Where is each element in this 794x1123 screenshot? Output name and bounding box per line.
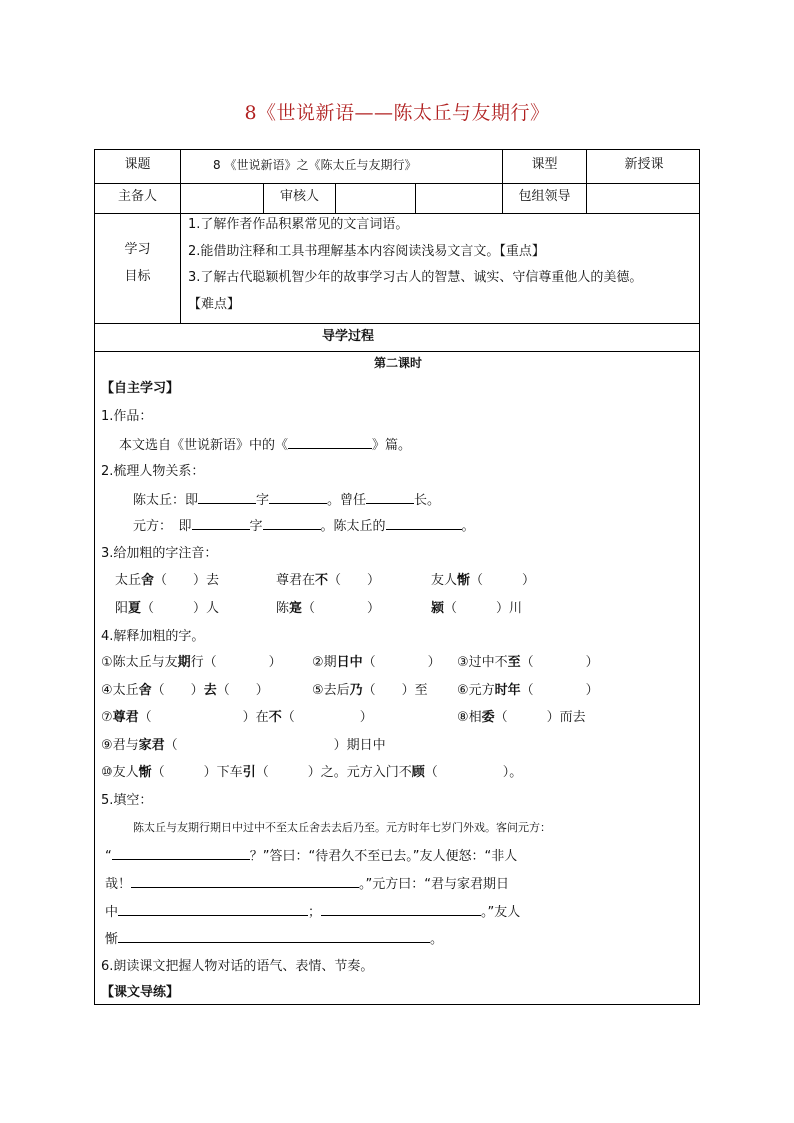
col-divider	[415, 183, 416, 213]
goal-4: 【难点】	[188, 297, 241, 312]
fill-blank[interactable]	[192, 517, 250, 530]
q2-line-1: 陈太丘：即 字 。曾任 长。	[133, 493, 441, 508]
q4-row-2: ④太丘舍（ ）去（ ）	[101, 683, 269, 698]
label-goals-1: 学习	[124, 242, 151, 257]
fill-blank[interactable]	[366, 491, 414, 504]
q4-row-4: ⑨君与家君（ ）期日中	[101, 738, 386, 753]
fill-blank[interactable]	[118, 903, 308, 916]
q4-row-1c: ③过中不至（ ）	[457, 655, 599, 670]
q5-line-2: 哉！ 。”元方曰：“君与家君期日	[105, 877, 509, 892]
q3-title: 3.给加粗的字注音：	[101, 546, 218, 561]
fill-blank[interactable]	[198, 491, 256, 504]
q4-title: 4.解释加粗的字。	[101, 629, 205, 644]
process-title: 导学过程	[321, 329, 374, 344]
q3-item: 太丘舍（ ）去	[115, 573, 220, 588]
row-divider	[95, 183, 699, 184]
q4-row-5: ⑩友人惭（ ）下车引（ ）之。元方入门不顾（ ）。	[101, 765, 523, 780]
label-topic: 课题	[124, 157, 151, 172]
fill-blank[interactable]	[386, 517, 462, 530]
fill-blank[interactable]	[118, 930, 430, 943]
goal-1: 1.了解作者作品积累常见的文言词语。	[188, 217, 409, 232]
label-reviewer: 审核人	[279, 189, 319, 204]
q5-line-3: 中 ； 。”友人	[105, 905, 521, 920]
value-type: 新授课	[624, 157, 664, 172]
label-group-leader: 包组领导	[518, 189, 571, 204]
fill-blank[interactable]	[112, 847, 250, 860]
document-title: 8《世说新语——陈太丘与友期行》	[244, 102, 550, 124]
q2-title: 2.梳理人物关系：	[101, 464, 205, 479]
q1-title: 1.作品：	[101, 409, 153, 424]
lesson-period: 第二课时	[373, 356, 422, 370]
q6-title: 6.朗读课文把握人物对话的语气、表情、节奏。	[101, 959, 374, 974]
label-preparer: 主备人	[117, 189, 157, 204]
row-divider	[95, 351, 699, 352]
goal-3: 3.了解古代聪颖机智少年的故事学习古人的智慧、诚实、守信尊重他人的美德。	[188, 270, 643, 285]
row-divider	[95, 213, 699, 214]
col-divider	[335, 183, 336, 213]
value-topic: 8 《世说新语》之《陈太丘与友期行》	[213, 158, 417, 172]
q4-row-3: ⑦尊君（ ）在不（ ）	[101, 710, 373, 725]
q3-item: 颍（ ）川	[431, 601, 523, 616]
label-goals-2: 目标	[124, 269, 151, 284]
fill-blank[interactable]	[269, 491, 327, 504]
q5-passage: 陈太丘与友期行期日中过中不至太丘舍去去后乃至。元方时年七岁门外戏。客问元方：	[133, 821, 551, 834]
q1-line: 本文选自《世说新语》中的《 》篇。	[119, 438, 412, 453]
q4-row-1: ①陈太丘与友期行（ ）	[101, 655, 282, 670]
q4-row-3b: ⑧相委（ ）而去	[457, 710, 586, 725]
q5-line-4: 惭 。	[105, 932, 444, 947]
fill-blank[interactable]	[263, 517, 321, 530]
q3-item: 尊君在不（ ）	[276, 573, 381, 588]
row-divider	[95, 323, 699, 324]
q2-line-2: 元方： 即 字 。陈太丘的 。	[133, 519, 475, 534]
q3-item: 阳夏（ ）人	[115, 601, 220, 616]
text-practice-heading: 【课文导练】	[101, 985, 180, 1000]
q3-item: 友人惭（ ）	[431, 573, 536, 588]
fill-blank[interactable]	[321, 903, 481, 916]
q4-row-2b: ⑤去后乃（ ）至	[312, 683, 428, 698]
q4-row-2c: ⑥元方时年（ ）	[457, 683, 599, 698]
q5-line-1: “ ？”答曰：“待君久不至已去。”友人便怒：“非人	[105, 849, 518, 864]
self-study-heading: 【自主学习】	[101, 381, 180, 396]
q5-title: 5.填空：	[101, 793, 153, 808]
q4-row-1b: ②期日中（ ）	[312, 655, 441, 670]
col-divider	[180, 150, 181, 323]
fill-blank[interactable]	[288, 436, 372, 449]
fill-blank[interactable]	[131, 875, 359, 888]
lesson-plan-table	[94, 149, 700, 1005]
q3-item: 陈寔（ ）	[276, 601, 381, 616]
goal-2: 2.能借助注释和工具书理解基本内容阅读浅易文言文。【重点】	[188, 244, 545, 259]
label-type: 课型	[531, 157, 558, 172]
